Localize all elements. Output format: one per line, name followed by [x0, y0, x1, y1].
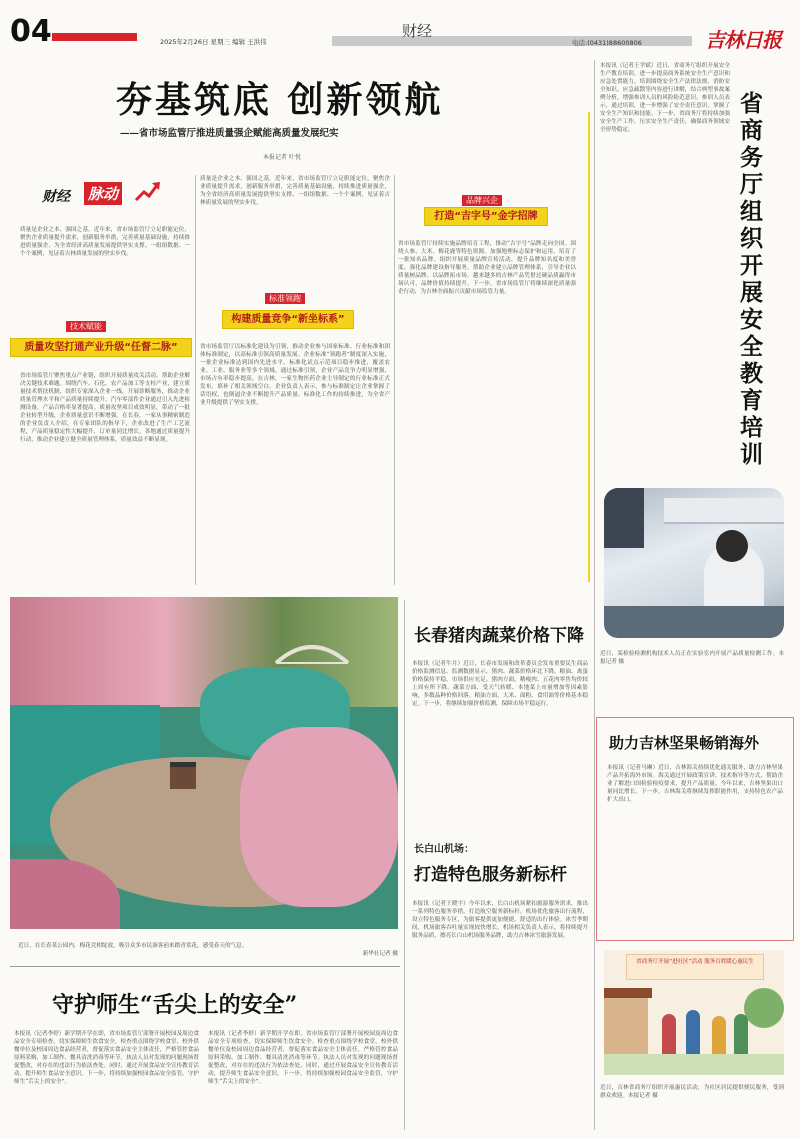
lead-title: 夯基筑底 创新领航 [116, 79, 444, 121]
bottom-article-body-col2: 本报讯（记者李婷）新学期开学在即，省市场监管厅部署开展校园及周边食品安全专项检查，切实保障师生饮食安全。检查重点围绕学校食堂、校外供餐单位及校园周边食品经营者，督促落实食品安全主体责任，严格管控食品原料采购、加工制作、餐具清洗消毒等环节。执法人员对发现的问题现场督促整改，对存在的违法行为依法查处。同时，通过开展食品安全宣传教育活动，提升师生食品安全意识。下一步，将持续加强校园食品安全监管，守护师生“舌尖上的安全”。 [208, 1031, 398, 1085]
bottom-article-title: 守护师生“舌尖上的安全” [52, 992, 298, 1018]
illustration-banner-text: 省商务厅开展“进社区”活动 服务百姓暖心惠民生 [636, 959, 754, 965]
lab-window [604, 488, 644, 548]
lead-byline: 本报记者 叶悦 [263, 154, 301, 161]
community-illustration [604, 950, 784, 1075]
lab-shelf [664, 498, 784, 524]
illustration-roof [604, 988, 652, 998]
section-body-3: 省市场监管厅持续实施品牌培育工程，推动“吉字号”品牌走向全国。围绕人参、大米、梅花鹿等特色资源，加强地理标志保护和运用，培育了一批知名品牌。组织开展质量品牌宣传活动，提升品牌知名度和美誉度。强化品牌建设指导服务，帮助企业建立品牌管理体系，引导企业以质量树品牌、以品牌拓市场。越来越多的吉林产品凭借过硬品质赢得市场认可，品牌价值持续提升。下一步，省市场监管厅将继续深化质量强企行动，为吉林全面振兴贡献市场监管力量。 [398, 241, 576, 295]
lake-photo-caption: 近日，在长春某公园内，梅花竞相绽放，吸引众多市民游客前来踏青赏花，感受春天的气息。 [18, 943, 248, 949]
column-rule-2 [394, 175, 395, 585]
training-title: 省商务厅组织开展安全教育培训 [740, 90, 763, 468]
section-title: 财经 [402, 22, 433, 40]
airport-article-body: 本报讯（记者王晓宇）今年以来，长白山机场紧扣旅游服务需求，推出一系列特色服务举措，打造航空服务新标杆。机场优化旅客出行流程，设立特色服务专区，为旅客提供更加便捷、舒适的出行体验。冰雪季期间，机场旅客吞吐量实现较快增长。机场相关负责人表示，将持续提升服务品质，擦亮长白山机场服务品牌，助力吉林冰雪旅游发展。 [412, 901, 588, 939]
lab-photo [604, 488, 784, 638]
illustration-banner [626, 954, 764, 980]
section-heading-3: 打造“吉字号”金字招牌 [424, 207, 548, 226]
phone: 电话:(0431)88600806 [572, 39, 642, 47]
masthead [0, 0, 800, 60]
lake-photo-credit: 新华社记者 摄 [362, 951, 398, 957]
nut-article-body: 本报讯（记者马琳）近日，吉林海关持续优化通关服务，助力吉林坚果产品开拓海外市场。海关通过开展政策宣讲、技术指导等方式，帮助企业了解进口国检验检疫要求，提升产品质量。今年以来，吉林坚果出口量同比增长。下一步，吉林海关将继续发挥职能作用，支持特色农产品扩大出口。 [607, 765, 783, 803]
date-line: 2025年2月26日 星期三 编辑 王洪伟 [160, 38, 267, 46]
trend-arrow-icon [134, 180, 162, 204]
section-heading-1: 质量攻坚打通产业升级“任督二脉” [10, 338, 192, 357]
paper-name-logo: 吉林日报 [705, 28, 781, 52]
lake-photo [10, 597, 398, 929]
pork-article-body: 本报讯（记者牛月）近日，长春市发展和改革委员会发布重要民生商品价格监测信息。监测数据显示，猪肉、蔬菜价格环比下降，粮油、禽蛋价格保持平稳，市场供应充足。猪肉方面，精瘦肉、五花肉零售均价较上周有所下降。蔬菜方面，受天气转暖、本地菜上市量增加等因素影响，多数品种价格回落。粮油方面，大米、面粉、食用油等价格基本稳定。下一步，将继续加强价格监测，保障市场平稳运行。 [412, 661, 588, 707]
technician-head [716, 530, 748, 562]
person-figure-3 [712, 1016, 726, 1054]
illustration-ground [604, 1054, 784, 1075]
column-logo [42, 180, 162, 208]
person-figure-2 [686, 1010, 700, 1054]
person-figure-4 [734, 1014, 748, 1054]
lab-bench [604, 606, 784, 638]
section-tag-2: 标准领跑 [265, 293, 305, 304]
airport-article-title: 打造特色服务新标杆 [414, 865, 567, 885]
column-logo-text-b: 脉动 [84, 182, 122, 205]
section-tag-1: 技术赋能 [66, 321, 106, 332]
illustration-caption: 近日，吉林省商务厅组织开展惠民活动，为社区居民提供便民服务，受到群众欢迎。本报记者 摄 [600, 1085, 784, 1099]
nut-article-title: 助力吉林坚果畅销海外 [609, 734, 760, 752]
pavilion [170, 762, 196, 789]
column-rule-4 [594, 60, 595, 1130]
pork-article-title: 长春猪肉蔬菜价格下降 [414, 626, 584, 646]
lab-photo-caption: 近日，某检验检测机构技术人员正在实验室内开展产品质量检测工作。本报记者 摄 [600, 651, 784, 665]
training-body: 本报讯（记者王学斌）近日，省商务厅组织开展安全生产教育培训，进一步提高商务系统安全生产意识和应急处置能力。培训围绕安全生产法律法规、消防安全知识、应急疏散等内容进行讲解，结合典型事故案例分析，增强参训人员的风险防范意识。参训人员表示，通过培训，进一步增强了安全责任意识，掌握了安全生产知识和技能。下一步，省商务厅将持续加强安全生产工作，压实安全生产责任，确保商务领域安全形势稳定。 [600, 63, 730, 133]
lead-intro-continued: 质量是企业之本、强国之基。近年来，省市场监管厅立足职能定位，聚焦企业质量提升需求，创新服务举措，完善质量基础设施，持续推进质量强企，为全省经济高质量发展提供坚实支撑。一组组数据、一个个案例，见证着吉林质量发展的坚实步伐。 [200, 176, 390, 206]
masthead-red-bar [52, 33, 137, 41]
section-body-1: 省市场监管厅聚焦重点产业链，组织开展质量攻关活动，帮助企业解决关键技术难题。围绕汽车、石化、农产品加工等支柱产业，建立质量技术帮扶机制，组织专家深入企业一线，开展诊断服务，推动企业质量管理水平和产品质量持续提升。汽车零部件企业通过引入先进检测设备，产品合格率显著提高。质量攻坚项目成效明显，带动了一批企业转型升级，企业质量意识不断增强。在长春，一家从事精密制造的企业负责人介绍，在专家团队的指导下，企业改进了生产工艺流程，产品质量稳定性大幅提升，订单量同比增长。各地通过质量提升行动，推动企业建立健全质量管理体系，质量效益不断显现。 [20, 373, 190, 443]
bottom-article-body-col1: 本报讯（记者李婷）新学期开学在即，省市场监管厅部署开展校园及周边食品安全专项检查，切实保障师生饮食安全。检查重点围绕学校食堂、校外供餐单位及校园周边食品经营者，督促落实食品安全主体责任，严格管控食品原料采购、加工制作、餐具清洗消毒等环节。执法人员对发现的问题现场督促整改，对存在的违法行为依法查处。同时，通过开展食品安全宣传教育活动，提升师生食品安全意识。下一步，将持续加强校园食品安全监管，守护师生“舌尖上的安全”。 [14, 1031, 199, 1085]
blossom-trees-peninsula [240, 727, 398, 907]
bottom-divider [10, 966, 400, 967]
lead-intro: 质量是企业之本、强国之基。近年来，省市场监管厅立足职能定位，聚焦企业质量提升需求，创新服务举措，完善质量基础设施，持续推进质量强企，为全省经济高质量发展提供坚实支撑。一组组数据、一个个案例，见证着吉林质量发展的坚实步伐。 [20, 227, 190, 257]
column-logo-text-a: 财经 [42, 189, 70, 205]
person-figure-1 [662, 1014, 676, 1054]
illustration-tree [744, 988, 784, 1028]
airport-article-kicker: 长白山机场： [414, 844, 474, 855]
section-heading-2: 构建质量竞争“新坐标系” [222, 310, 354, 329]
column-rule-3 [404, 600, 405, 1130]
section-tag-3: 品牌兴企 [462, 195, 502, 206]
column-rule-1 [195, 175, 196, 585]
lead-subtitle: ——省市场监管厅推进质量强企赋能高质量发展纪实 [120, 128, 339, 139]
section-body-2: 省市场监管厅以标准化建设为引领，推动企业参与国家标准、行业标准和团体标准制定，以高标准引领高质量发展。企业标准“领跑者”制度深入实施，一批企业标准达到国内先进水平。标准化试点示范项目稳步推进，覆盖农业、工业、服务业等多个领域。通过标准引领，企业产品竞争力明显增强，市场占有率稳步提高。在吉林，一家生物医药企业主导制定的行业标准正式发布，填补了相关领域空白。企业负责人表示，参与标准制定让企业掌握了话语权，也倒逼企业不断提升产品质量。标准化工作的持续推进，为全省产业升级提供了坚实支撑。 [200, 344, 390, 406]
page-number: 04 [10, 14, 52, 49]
nut-article-box [596, 717, 794, 941]
yellow-rule [588, 112, 590, 582]
arch-bridge [272, 637, 352, 667]
